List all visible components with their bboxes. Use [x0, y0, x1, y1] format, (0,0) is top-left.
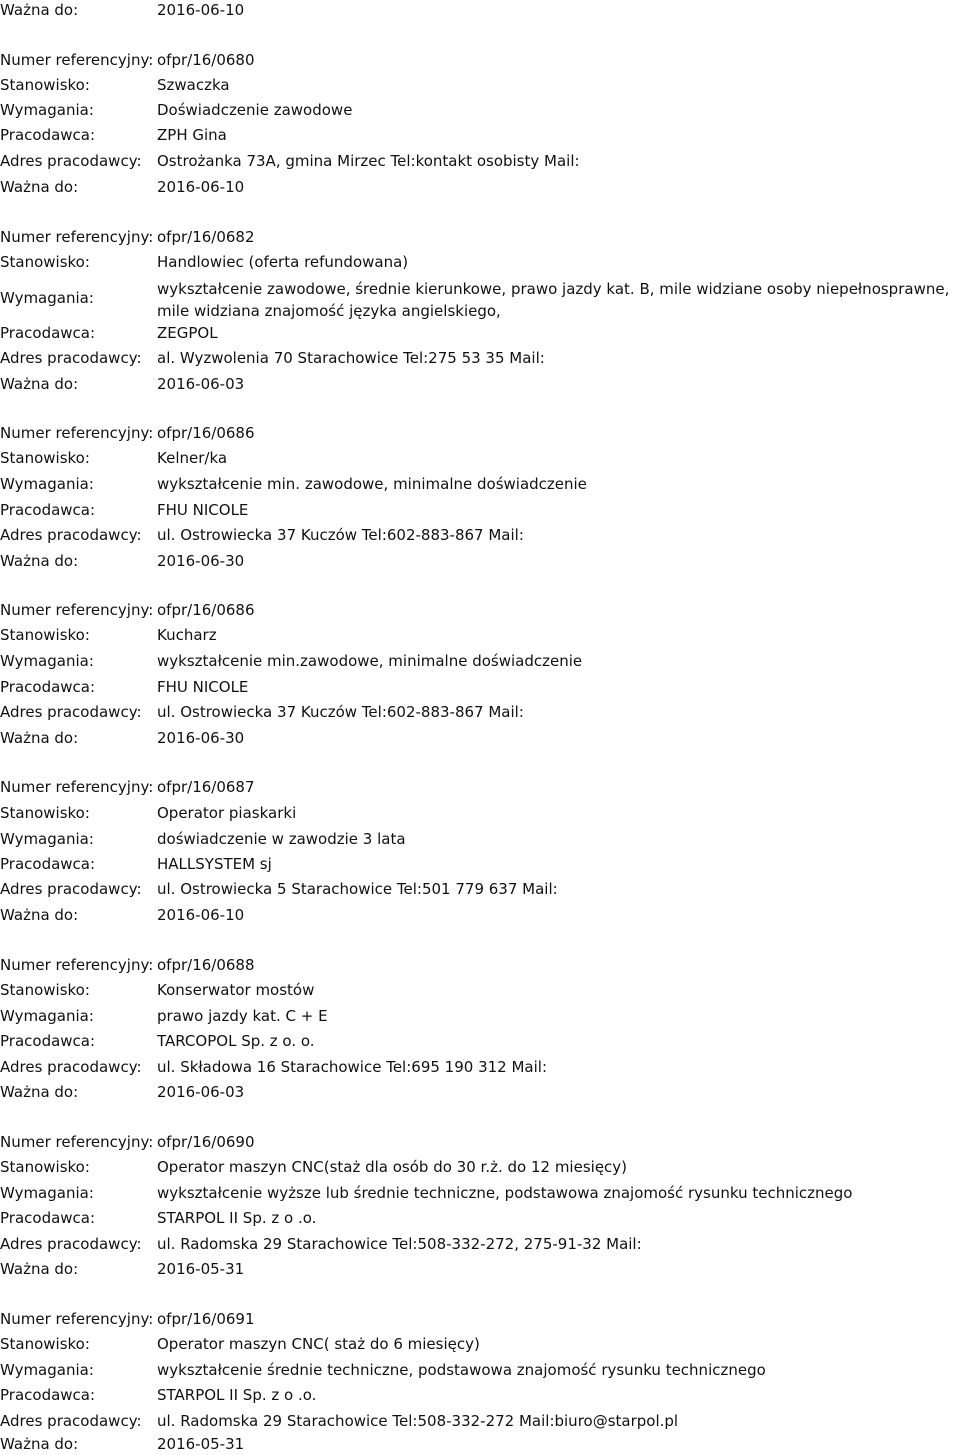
- address-label: Adres pracodawcy:: [0, 152, 142, 170]
- address-value: al. Wyzwolenia 70 Starachowice Tel:275 53 35 Mail:: [157, 349, 545, 367]
- address-label: Adres pracodawcy:: [0, 1412, 142, 1430]
- position-label: Stanowisko:: [0, 626, 90, 644]
- address-label: Adres pracodawcy:: [0, 1235, 142, 1253]
- position-label: Stanowisko:: [0, 449, 90, 467]
- valid-value: 2016-06-10: [157, 906, 245, 924]
- position-label: Stanowisko:: [0, 804, 90, 822]
- valid-value: 2016-06-10: [157, 1, 245, 19]
- requirements-label: Wymagania:: [0, 475, 94, 493]
- employer-label: Pracodawca:: [0, 678, 96, 696]
- ref-label: Numer referencyjny:: [0, 51, 154, 69]
- requirements-label: Wymagania:: [0, 289, 94, 307]
- employer-label: Pracodawca:: [0, 1386, 96, 1404]
- ref-label: Numer referencyjny:: [0, 228, 154, 246]
- address-value: Ostrożanka 73A, gmina Mirzec Tel:kontakt osobisty Mail:: [157, 152, 580, 170]
- position-label: Stanowisko:: [0, 1158, 90, 1176]
- ref-value: ofpr/16/0686: [157, 424, 255, 442]
- valid-value: 2016-05-31: [157, 1260, 245, 1278]
- address-label: Adres pracodawcy:: [0, 349, 142, 367]
- employer-value: FHU NICOLE: [157, 678, 249, 696]
- valid-value: 2016-06-30: [157, 552, 245, 570]
- address-value: ul. Ostrowiecka 37 Kuczów Tel:602-883-867 Mail:: [157, 703, 524, 721]
- address-label: Adres pracodawcy:: [0, 526, 142, 544]
- requirements-label: Wymagania:: [0, 652, 94, 670]
- ref-label: Numer referencyjny:: [0, 601, 154, 619]
- employer-label: Pracodawca:: [0, 1032, 96, 1050]
- valid-label: Ważna do:: [0, 552, 79, 570]
- requirements-value: wykształcenie min. zawodowe, minimalne doświadczenie: [157, 475, 587, 493]
- ref-value: ofpr/16/0691: [157, 1310, 255, 1328]
- address-label: Adres pracodawcy:: [0, 880, 142, 898]
- position-label: Stanowisko:: [0, 981, 90, 999]
- requirements-label: Wymagania:: [0, 101, 94, 119]
- ref-value: ofpr/16/0690: [157, 1133, 255, 1151]
- employer-value: TARCOPOL Sp. z o. o.: [157, 1032, 315, 1050]
- position-value: Operator maszyn CNC( staż do 6 miesięcy): [157, 1335, 480, 1353]
- position-value: Szwaczka: [157, 76, 230, 94]
- position-value: Operator piaskarki: [157, 804, 297, 822]
- ref-label: Numer referencyjny:: [0, 424, 154, 442]
- requirements-value: doświadczenie w zawodzie 3 lata: [157, 830, 406, 848]
- valid-label: Ważna do:: [0, 1, 79, 19]
- valid-label: Ważna do:: [0, 1083, 79, 1101]
- address-value: ul. Radomska 29 Starachowice Tel:508-332-272, 275-91-32 Mail:: [157, 1235, 642, 1253]
- requirements-label: Wymagania:: [0, 1361, 94, 1379]
- position-value: Operator maszyn CNC(staż dla osób do 30 r.ż. do 12 miesięcy): [157, 1158, 628, 1176]
- valid-value: 2016-06-03: [157, 1083, 245, 1101]
- valid-label: Ważna do:: [0, 375, 79, 393]
- position-value: Kucharz: [157, 626, 217, 644]
- address-label: Adres pracodawcy:: [0, 1058, 142, 1076]
- employer-label: Pracodawca:: [0, 324, 96, 342]
- address-value: ul. Ostrowiecka 37 Kuczów Tel:602-883-867 Mail:: [157, 526, 524, 544]
- valid-label: Ważna do:: [0, 729, 79, 747]
- valid-value: 2016-06-10: [157, 178, 245, 196]
- address-value: ul. Ostrowiecka 5 Starachowice Tel:501 779 637 Mail:: [157, 880, 558, 898]
- requirements-value: wykształcenie średnie techniczne, podstawowa znajomość rysunku technicznego: [157, 1361, 766, 1379]
- requirements-value: wykształcenie wyższe lub średnie techniczne, podstawowa znajomość rysunku technicznego: [157, 1184, 853, 1202]
- requirements-label: Wymagania:: [0, 1007, 94, 1025]
- position-label: Stanowisko:: [0, 1335, 90, 1353]
- ref-label: Numer referencyjny:: [0, 1310, 154, 1328]
- position-value: Handlowiec (oferta refundowana): [157, 253, 409, 271]
- valid-value: 2016-05-31: [157, 1435, 245, 1453]
- valid-label: Ważna do:: [0, 178, 79, 196]
- employer-value: HALLSYSTEM sj: [157, 855, 272, 873]
- ref-value: ofpr/16/0680: [157, 51, 255, 69]
- ref-value: ofpr/16/0686: [157, 601, 255, 619]
- requirements-value: Doświadczenie zawodowe: [157, 101, 353, 119]
- valid-label: Ważna do:: [0, 1435, 79, 1453]
- position-value: Konserwator mostów: [157, 981, 315, 999]
- ref-label: Numer referencyjny:: [0, 778, 154, 796]
- employer-value: ZEGPOL: [157, 324, 218, 342]
- valid-value: 2016-06-03: [157, 375, 245, 393]
- position-label: Stanowisko:: [0, 76, 90, 94]
- employer-label: Pracodawca:: [0, 501, 96, 519]
- address-value: ul. Radomska 29 Starachowice Tel:508-332-272 Mail:biuro@starpol.pl: [157, 1412, 679, 1430]
- ref-label: Numer referencyjny:: [0, 1133, 154, 1151]
- employer-value: STARPOL II Sp. z o .o.: [157, 1386, 317, 1404]
- requirements-value: wykształcenie min.zawodowe, minimalne doświadczenie: [157, 652, 583, 670]
- ref-value: ofpr/16/0682: [157, 228, 255, 246]
- employer-label: Pracodawca:: [0, 855, 96, 873]
- requirements-value: prawo jazdy kat. C + E: [157, 1007, 328, 1025]
- position-label: Stanowisko:: [0, 253, 90, 271]
- ref-value: ofpr/16/0688: [157, 956, 255, 974]
- valid-label: Ważna do:: [0, 906, 79, 924]
- employer-label: Pracodawca:: [0, 1209, 96, 1227]
- employer-value: ZPH Gina: [157, 126, 227, 144]
- employer-value: FHU NICOLE: [157, 501, 249, 519]
- valid-label: Ważna do:: [0, 1260, 79, 1278]
- valid-value: 2016-06-30: [157, 729, 245, 747]
- requirements-label: Wymagania:: [0, 830, 94, 848]
- ref-value: ofpr/16/0687: [157, 778, 255, 796]
- address-label: Adres pracodawcy:: [0, 703, 142, 721]
- address-value: ul. Składowa 16 Starachowice Tel:695 190 312 Mail:: [157, 1058, 547, 1076]
- employer-label: Pracodawca:: [0, 126, 96, 144]
- requirements-value: wykształcenie zawodowe, średnie kierunkowe, prawo jazdy kat. B, mile widziane osoby niepełnosprawne, mile widziana znajomość języka angielskiego,: [157, 280, 950, 320]
- position-value: Kelner/ka: [157, 449, 228, 467]
- employer-value: STARPOL II Sp. z o .o.: [157, 1209, 317, 1227]
- requirements-label: Wymagania:: [0, 1184, 94, 1202]
- ref-label: Numer referencyjny:: [0, 956, 154, 974]
